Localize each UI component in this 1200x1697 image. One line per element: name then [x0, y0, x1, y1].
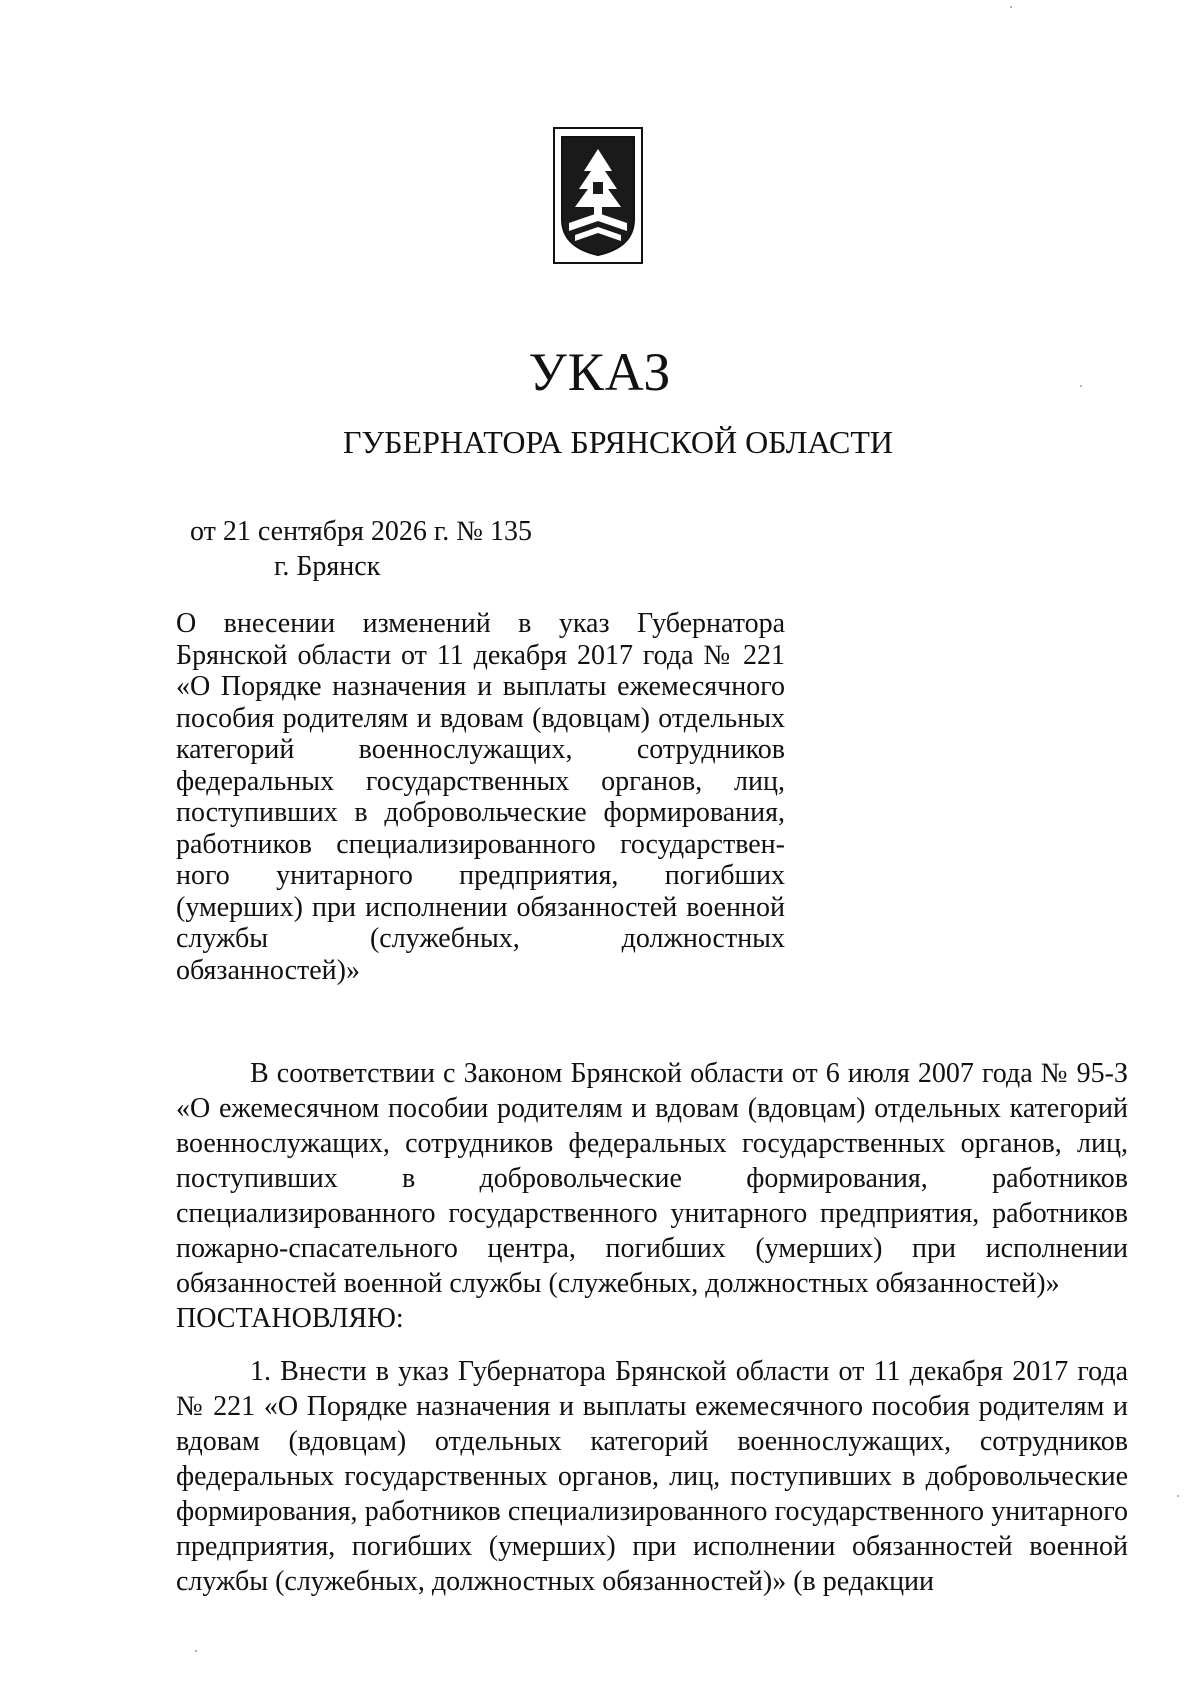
coat-of-arms-icon	[553, 127, 643, 264]
preamble-paragraph: В соответствии с Законом Брянской области от 6 июля 2007 года № 95-З «О ежемесячном пособии родителям и вдовам (вдовцам) отдельных категорий военнослужащих, сотрудников федеральных государственных органов, лиц, поступивших в добровольческие формирования, работников специализированного государственного унитарного предприятия, работников пожарно-спасательного центра, погибших (умерших) при исполнении обязанностей военной службы (служебных, должностных обязанностей)»	[176, 1058, 1128, 1299]
decree-word: ПОСТАНОВЛЯЮ:	[176, 1303, 404, 1334]
scan-speck	[1010, 6, 1012, 8]
document-subject: О внесении изменений в указ Губернатора Брянской области от 11 декабря 2017 года № 221 «О Порядке назначения и выплаты ежемесячного пособия родителям и вдовам (вдовцам) отдельных категорий военнослужащих, сотрудников федеральных государственных органов, лиц, поступивших в добровольческие формирования, работников специализированного государственного унитарного предприятия, погибших (умерших) при исполнении обязанностей военной службы (служебных, должностных обязанностей)»	[176, 608, 785, 986]
document-title: УКАЗ	[528, 342, 672, 402]
scan-speck	[195, 1650, 197, 1652]
scan-speck	[1080, 385, 1082, 387]
document-city: г. Брянск	[274, 551, 381, 582]
document-subtitle: ГУБЕРНАТОРА БРЯНСКОЙ ОБЛАСТИ	[343, 424, 893, 460]
item-1-paragraph: 1. Внести в указ Губернатора Брянской области от 11 декабря 2017 года № 221 «О Порядке назначения и выплаты ежемесячного пособия родителям и вдовам (вдовцам) отдельных категорий военнослужащих, сотрудников федеральных государственных органов, лиц, поступивших в добровольческие формирования, работников специализированного государственного унитарного предприятия, погибших (умерших) при исполнении обязанностей военной службы (служебных, должностных обязанностей)» (в редакции	[176, 1356, 1128, 1597]
document-body	[176, 1056, 1128, 1599]
scan-speck	[1177, 1495, 1179, 1497]
document-date-number: от 21 сентября 2026 г. № 135	[190, 516, 532, 547]
